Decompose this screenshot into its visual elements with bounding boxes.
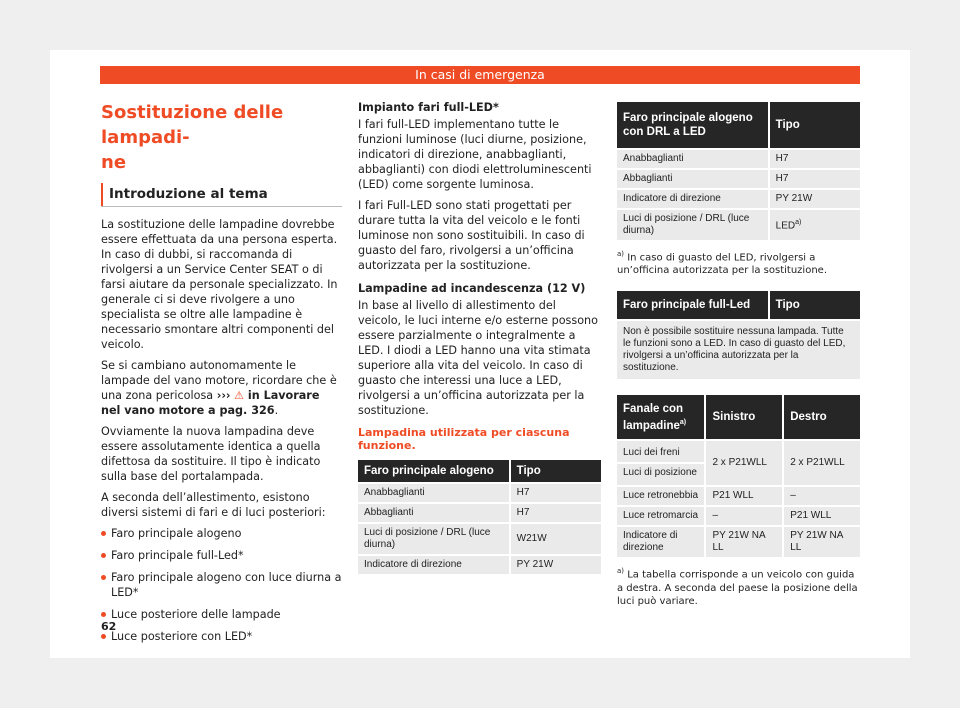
table-cell: Abbaglianti: [358, 504, 509, 522]
table-caption: Lampadina utilizzata per ciascuna funzione.: [358, 426, 570, 452]
list-item: Faro principale alogeno: [101, 526, 342, 541]
table-row: [617, 170, 860, 188]
table-row: [617, 527, 860, 557]
table-cell: –: [704, 507, 782, 525]
table-cell: H7: [509, 504, 601, 522]
table-cell: PY 21W NA LL: [782, 527, 860, 557]
table-header: Tipo: [768, 102, 860, 148]
table-cell: 2 x P21WLL: [782, 441, 860, 485]
table-cell: PY 21W: [509, 556, 601, 574]
paragraph: In base al livello di allestimento del veicolo, le luci interne e/o esterne possono essere parzialmente o integralmente a LED. I diodi a LED hanno una vita stimata superiore alla vita del veicolo. In caso di guasto che interessi una luce a LED, rivolgersi a un’officina autorizzata per la sostituzione.: [358, 299, 598, 417]
table-row: [358, 504, 601, 522]
table-row: [358, 484, 601, 502]
footnote-text: In caso di guasto del LED, rivolgersi a un’officina autorizzata per la sostituzione.: [617, 252, 827, 277]
table-cell: Indicatore di direzione: [617, 527, 704, 557]
cell-text: LED: [775, 220, 796, 232]
section-header: In casi di emergenza: [100, 66, 860, 84]
table-header: [617, 395, 704, 439]
table-row: [617, 507, 860, 525]
footnote-marker: a): [795, 219, 802, 227]
table-header: Faro principale full-Led: [617, 291, 768, 319]
table-row: [617, 441, 860, 462]
table-cell: –: [782, 487, 860, 505]
bulb-table-halogen-drl: [617, 100, 860, 242]
divider: [101, 206, 342, 207]
table-cell: Luci di posizione: [617, 464, 704, 485]
paragraph: I fari Full-LED sono stati progettati per durare tutta la vita del veicolo e le fonti luminose non sono sostituibili. In caso di guasto del faro, rivolgersi a un’officina autorizzata per la sostituzione.: [358, 199, 585, 272]
table-cell: PY 21W NA LL: [704, 527, 782, 557]
paragraph: Ovviamente la nuova lampadina deve essere assolutamente identica a quella difettosa da sostituire. Il tipo è indicato sulla base del portalampada.: [101, 425, 321, 483]
table-cell: Luci di posizione / DRL (luce diurna): [358, 524, 509, 554]
table-header: Destro: [782, 395, 860, 439]
paragraph: La sostituzione delle lampadine dovrebbe essere effettuata da una persona esperta. In caso di dubbi, si raccomanda di rivolgersi a un Service Center SEAT o di farsi aiutare da personale specializzato. In generale ci si deve rivolgere a uno specialista se oltre alle lampadine è necessario smontare altri componenti del veicolo.: [101, 218, 338, 351]
column-3: [617, 100, 860, 620]
table-row: [617, 210, 860, 240]
table-cell: H7: [509, 484, 601, 502]
subheading: Impianto fari full-LED*: [358, 101, 499, 114]
footnote-marker: a): [617, 250, 625, 258]
table-cell: Luce retronebbia: [617, 487, 704, 505]
bulb-table-halogen: [358, 458, 601, 576]
table-cell: Luce retromarcia: [617, 507, 704, 525]
paragraph: A seconda dell’allestimento, esistono diversi sistemi di fari e di luci posteriori:: [101, 491, 326, 519]
page-title: Sostituzione delle lampadi- ne: [101, 102, 284, 173]
list-item: Luce posteriore delle lampade: [101, 607, 342, 622]
table-row: [358, 556, 601, 574]
warning-triangle-icon: ⚠: [234, 389, 244, 402]
subheading: Lampadine ad incandescenza (12 V): [358, 282, 586, 295]
table-row: [617, 321, 860, 379]
table-row: [358, 524, 601, 554]
table-header: Tipo: [768, 291, 860, 319]
list-item: Luce posteriore con LED*: [101, 629, 342, 644]
table-cell: Anabbaglianti: [617, 150, 768, 168]
table-row: [617, 190, 860, 208]
table-header: Tipo: [509, 460, 601, 482]
page-number: 62: [101, 620, 117, 633]
footnote-marker: a): [679, 418, 687, 426]
table-cell: H7: [768, 150, 860, 168]
table-row: [617, 487, 860, 505]
list-item: Faro principale full-Led*: [101, 548, 342, 563]
text: .: [274, 404, 279, 417]
table-cell: Anabbaglianti: [358, 484, 509, 502]
footnote-marker: a): [617, 567, 625, 576]
list-item: Faro principale alogeno con luce diurna a LED*: [101, 570, 342, 600]
table-header: Sinistro: [704, 395, 782, 439]
table-header: Faro principale alogeno: [358, 460, 509, 482]
paragraph: I fari full-LED implementano tutte le funzioni luminose (luci diurne, posizione, indicatori di direzione, anabbaglianti, abbaglianti) con diodi elettroluminescenti (LED) come sorgente luminosa.: [358, 118, 592, 191]
reference-arrows: ›››: [216, 389, 231, 402]
table-cell: Indicatore di direzione: [358, 556, 509, 574]
table-cell: Abbaglianti: [617, 170, 768, 188]
table-cell: 2 x P21WLL: [704, 441, 782, 485]
bulb-table-rear-lights: [617, 393, 860, 559]
table-cell: Non è possibile sostituire nessuna lampada. Tutte le funzioni sono a LED. In caso di guasto del LED, rivolgersi a un’officina autorizzata per la sostituzione.: [617, 321, 860, 379]
bulb-table-full-led: [617, 289, 860, 381]
table-cell: [768, 210, 860, 240]
table-cell: Luci dei freni: [617, 441, 704, 462]
table-cell: Indicatore di direzione: [617, 190, 768, 208]
table-cell: W21W: [509, 524, 601, 554]
table-cell: H7: [768, 170, 860, 188]
footnote-text: La tabella corrisponde a un veicolo con guida a destra. A seconda del paese la posizione della luci può variare.: [617, 569, 858, 607]
table-cell: Luci di posizione / DRL (luce diurna): [617, 210, 768, 240]
footnote: [617, 565, 860, 607]
cross-reference-link[interactable]: in Lavorare nel vano motore a pag. 326: [101, 389, 320, 417]
table-header: Faro principale alogeno con DRL a LED: [617, 102, 768, 148]
footnote: [617, 248, 860, 277]
header-text: Fanale con lampadine: [623, 402, 684, 432]
table-cell: P21 WLL: [704, 487, 782, 505]
table-cell: P21 WLL: [782, 507, 860, 525]
column-2: [358, 100, 601, 576]
column-1: [101, 100, 342, 651]
section-subtitle: Introduzione al tema: [101, 183, 342, 206]
paragraph: [101, 358, 342, 418]
text: Se si cambiano autonomamente le lampade del vano motore, ricordare che è una zona pericolosa: [101, 359, 337, 402]
table-row: [617, 150, 860, 168]
table-cell: PY 21W: [768, 190, 860, 208]
